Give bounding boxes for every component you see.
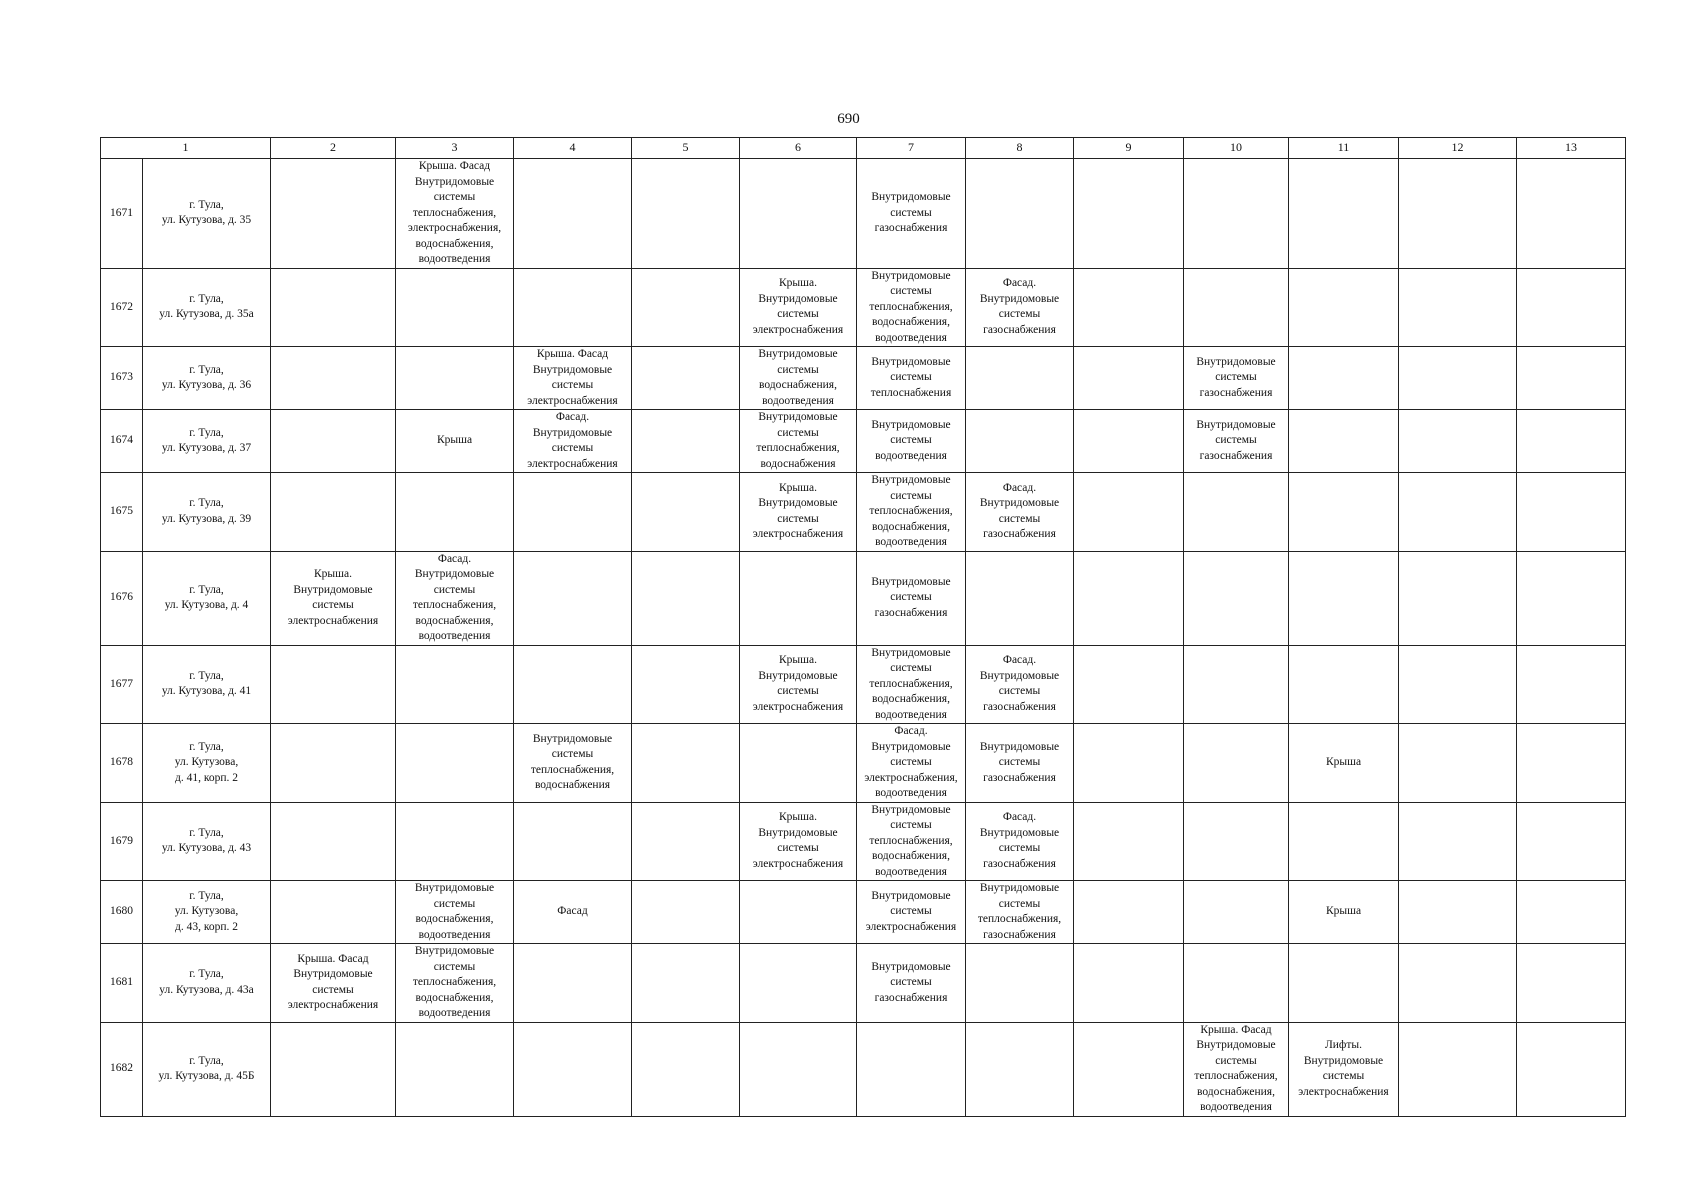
work-cell	[271, 1022, 396, 1116]
work-cell	[740, 881, 857, 944]
address-text: г. Тула, ул. Кутузова, д. 43	[161, 826, 252, 855]
table-row	[101, 724, 1626, 803]
work-cell	[857, 159, 966, 269]
work-cell	[857, 944, 966, 1023]
work-cell	[966, 881, 1074, 944]
work-text: Внутридомовые системы газоснабжения	[871, 960, 951, 1004]
address-text: г. Тула, ул. Кутузова, д. 36	[161, 363, 252, 391]
work-text: Крыша	[436, 434, 473, 447]
table-row	[101, 347, 1626, 410]
work-text: Внутридомовые системы теплоснабжения, водоснабжения, водоотведения	[869, 646, 953, 721]
work-cell	[857, 881, 966, 944]
work-text: Фасад	[557, 905, 588, 918]
work-cell	[1074, 347, 1184, 410]
table-row	[101, 802, 1626, 881]
address-cell	[143, 645, 271, 724]
address-cell	[143, 410, 271, 473]
work-text: Фасад. Внутридомовые системы электроснабжения, водоотведения	[864, 725, 958, 799]
work-cell	[1289, 551, 1399, 645]
work-cell	[966, 645, 1074, 724]
work-cell	[271, 881, 396, 944]
work-cell	[1517, 944, 1626, 1023]
work-cell	[857, 347, 966, 410]
work-text: Фасад. Внутридомовые системы газоснабжения	[979, 481, 1060, 541]
row-number: 1679	[101, 802, 143, 881]
work-cell	[396, 268, 514, 347]
work-cell	[1074, 1022, 1184, 1116]
work-text: Внутридомовые системы газоснабжения	[871, 575, 951, 619]
work-text: Крыша. Внутридомовые системы электроснабжения	[752, 654, 844, 713]
work-cell	[271, 473, 396, 552]
work-cell	[1184, 881, 1289, 944]
work-cell	[271, 159, 396, 269]
work-cell	[632, 551, 740, 645]
work-cell	[1289, 1022, 1399, 1116]
work-cell	[396, 645, 514, 724]
work-cell	[1074, 268, 1184, 347]
work-cell	[966, 724, 1074, 803]
work-cell	[396, 410, 514, 473]
work-cell	[1399, 1022, 1517, 1116]
work-cell	[271, 645, 396, 724]
row-number: 1675	[101, 473, 143, 552]
work-cell	[1184, 802, 1289, 881]
work-cell	[1517, 1022, 1626, 1116]
table-row	[101, 268, 1626, 347]
table-row	[101, 645, 1626, 724]
work-cell	[857, 551, 966, 645]
column-header: 1	[101, 138, 271, 159]
work-cell	[1074, 802, 1184, 881]
work-cell	[966, 944, 1074, 1023]
address-cell	[143, 159, 271, 269]
column-header: 5	[632, 138, 740, 159]
work-cell	[1517, 159, 1626, 269]
work-cell	[966, 802, 1074, 881]
work-cell	[514, 268, 632, 347]
work-cell	[632, 268, 740, 347]
work-text: Лифты. Внутридомовые системы электроснабжения	[1298, 1039, 1389, 1098]
work-text: Крыша. Внутридомовые системы электроснабжения	[752, 277, 844, 336]
work-cell	[1517, 410, 1626, 473]
work-cell	[740, 944, 857, 1023]
work-text: Крыша	[1325, 905, 1362, 918]
work-cell	[396, 802, 514, 881]
work-cell	[1399, 347, 1517, 410]
row-number: 1682	[101, 1022, 143, 1116]
work-cell	[271, 551, 396, 645]
column-header: 12	[1399, 138, 1517, 159]
column-number-row	[101, 138, 1626, 159]
work-text: Крыша. Фасад Внутридомовые системы электроснабжения	[287, 952, 379, 1012]
work-cell	[740, 347, 857, 410]
work-cell	[1074, 645, 1184, 724]
address-cell	[143, 473, 271, 552]
work-cell	[1517, 551, 1626, 645]
work-cell	[857, 645, 966, 724]
work-cell	[1517, 881, 1626, 944]
column-header: 9	[1074, 138, 1184, 159]
work-text: Крыша	[1325, 756, 1362, 768]
work-cell	[632, 410, 740, 473]
column-header: 10	[1184, 138, 1289, 159]
work-cell	[740, 473, 857, 552]
address-cell	[143, 268, 271, 347]
work-cell	[1399, 473, 1517, 552]
work-text: Крыша. Фасад Внутридомовые системы теплоснабжения, электроснабжения, водоснабжения, водоотведения	[407, 160, 502, 265]
work-cell	[1399, 410, 1517, 473]
table-row	[101, 159, 1626, 269]
column-header: 2	[271, 138, 396, 159]
work-cell	[1074, 944, 1184, 1023]
address-text: г. Тула, ул. Кутузова, д. 43, корп. 2	[174, 889, 239, 933]
work-text: Внутридомовые системы теплоснабжения	[870, 355, 952, 399]
work-cell	[1184, 551, 1289, 645]
row-number: 1674	[101, 410, 143, 473]
address-text: г. Тула, ул. Кутузова, д. 35а	[159, 292, 254, 321]
address-cell	[143, 347, 271, 410]
work-text: Фасад. Внутридомовые системы газоснабжения	[979, 654, 1060, 713]
work-cell	[1517, 724, 1626, 803]
work-cell	[632, 944, 740, 1023]
work-text: Внутридомовые системы теплоснабжения, газоснабжения	[977, 882, 1062, 941]
work-cell	[271, 410, 396, 473]
work-cell	[271, 724, 396, 803]
work-cell	[396, 724, 514, 803]
work-cell	[966, 159, 1074, 269]
table-row	[101, 944, 1626, 1023]
work-cell	[1289, 473, 1399, 552]
address-text: г. Тула, ул. Кутузова, д. 39	[161, 497, 252, 525]
work-cell	[1399, 159, 1517, 269]
work-cell	[1074, 551, 1184, 645]
work-cell	[514, 410, 632, 473]
work-cell	[1074, 473, 1184, 552]
work-cell	[740, 645, 857, 724]
work-cell	[1399, 645, 1517, 724]
work-cell	[1399, 944, 1517, 1023]
address-text: г. Тула, ул. Кутузова, д. 37	[161, 426, 252, 454]
work-text: Внутридомовые системы теплоснабжения, водоснабжения, водоотведения	[869, 474, 953, 548]
work-cell	[1399, 551, 1517, 645]
row-number: 1680	[101, 881, 143, 944]
row-number: 1672	[101, 268, 143, 347]
work-cell	[1074, 724, 1184, 803]
work-cell	[966, 551, 1074, 645]
work-cell	[1074, 881, 1184, 944]
work-cell	[857, 473, 966, 552]
work-cell	[632, 473, 740, 552]
work-cell	[1517, 347, 1626, 410]
work-cell	[1184, 347, 1289, 410]
work-text: Внутридомовые системы водоснабжения, водоотведения	[414, 882, 495, 941]
work-cell	[632, 724, 740, 803]
work-cell	[1289, 347, 1399, 410]
work-cell	[1289, 268, 1399, 347]
work-cell	[1289, 410, 1399, 473]
work-cell	[1184, 724, 1289, 803]
address-cell	[143, 802, 271, 881]
work-cell	[1517, 473, 1626, 552]
work-cell	[740, 410, 857, 473]
column-header: 8	[966, 138, 1074, 159]
work-cell	[1289, 881, 1399, 944]
work-cell	[857, 268, 966, 347]
work-cell	[1184, 1022, 1289, 1116]
address-text: г. Тула, ул. Кутузова, д. 43а	[159, 968, 254, 996]
work-text: Внутридомовые системы газоснабжения	[871, 191, 951, 234]
work-cell	[396, 881, 514, 944]
column-header: 4	[514, 138, 632, 159]
work-text: Фасад. Внутридомовые системы теплоснабжения, водоснабжения, водоотведения	[412, 552, 497, 642]
work-cell	[740, 1022, 857, 1116]
work-cell	[514, 159, 632, 269]
column-header: 6	[740, 138, 857, 159]
work-cell	[514, 802, 632, 881]
work-cell	[1289, 944, 1399, 1023]
address-cell	[143, 1022, 271, 1116]
address-cell	[143, 551, 271, 645]
work-text: Фасад. Внутридомовые системы электроснабжения	[527, 411, 618, 470]
work-text: Внутридомовые системы теплоснабжения, водоснабжения, водоотведения	[869, 269, 953, 344]
repair-schedule-table	[100, 137, 1626, 1117]
work-cell	[1184, 473, 1289, 552]
work-cell	[514, 1022, 632, 1116]
work-cell	[271, 268, 396, 347]
work-text: Крыша. Внутридомовые системы электроснабжения	[752, 811, 844, 870]
work-cell	[396, 551, 514, 645]
work-cell	[1517, 268, 1626, 347]
work-cell	[1184, 944, 1289, 1023]
address-text: г. Тула, ул. Кутузова, д. 41	[161, 669, 252, 698]
address-text: г. Тула, ул. Кутузова, д. 45Б	[158, 1054, 255, 1082]
work-cell	[632, 1022, 740, 1116]
work-cell	[632, 347, 740, 410]
work-cell	[1289, 645, 1399, 724]
row-number: 1671	[101, 159, 143, 269]
address-text: г. Тула, ул. Кутузова, д. 4	[164, 583, 249, 611]
work-cell	[740, 551, 857, 645]
table-row	[101, 410, 1626, 473]
address-cell	[143, 881, 271, 944]
work-cell	[1184, 645, 1289, 724]
work-cell	[271, 944, 396, 1023]
work-cell	[740, 268, 857, 347]
work-cell	[1289, 159, 1399, 269]
table-row	[101, 473, 1626, 552]
work-text: Внутридомовые системы газоснабжения	[1196, 418, 1276, 462]
row-number: 1676	[101, 551, 143, 645]
row-number: 1677	[101, 645, 143, 724]
work-text: Внутридомовые системы теплоснабжения, водоснабжения, водоотведения	[412, 945, 497, 1019]
work-cell	[1184, 268, 1289, 347]
work-cell	[1517, 645, 1626, 724]
work-cell	[271, 802, 396, 881]
row-number: 1673	[101, 347, 143, 410]
work-cell	[514, 347, 632, 410]
work-cell	[514, 473, 632, 552]
work-cell	[271, 347, 396, 410]
work-cell	[966, 473, 1074, 552]
work-text: Фасад. Внутридомовые системы газоснабжения	[979, 277, 1060, 336]
work-text: Внутридомовые системы водоотведения	[871, 418, 951, 462]
work-cell	[396, 159, 514, 269]
address-cell	[143, 944, 271, 1023]
work-cell	[1399, 881, 1517, 944]
table-row	[101, 551, 1626, 645]
work-cell	[857, 802, 966, 881]
work-cell	[966, 347, 1074, 410]
work-text: Крыша. Фасад Внутридомовые системы теплоснабжения, водоснабжения, водоотведения	[1194, 1023, 1278, 1113]
table-row	[101, 1022, 1626, 1116]
work-cell	[1517, 802, 1626, 881]
work-text: Крыша. Внутридомовые системы электроснабжения	[752, 481, 844, 541]
work-text: Фасад. Внутридомовые системы газоснабжения	[979, 811, 1060, 870]
page-number: 690	[837, 111, 860, 127]
work-cell	[1399, 724, 1517, 803]
work-text: Внутридомовые системы теплоснабжения, водоснабжения	[756, 411, 840, 470]
work-text: Внутридомовые системы теплоснабжения, водоснабжения, водоотведения	[869, 803, 953, 878]
work-cell	[966, 1022, 1074, 1116]
column-header: 13	[1517, 138, 1626, 159]
work-cell	[740, 724, 857, 803]
work-cell	[632, 645, 740, 724]
work-cell	[632, 881, 740, 944]
work-cell	[514, 551, 632, 645]
work-cell	[1289, 802, 1399, 881]
work-cell	[1289, 724, 1399, 803]
column-header: 11	[1289, 138, 1399, 159]
work-cell	[396, 944, 514, 1023]
work-cell	[857, 724, 966, 803]
work-cell	[740, 802, 857, 881]
work-cell	[514, 645, 632, 724]
column-header: 3	[396, 138, 514, 159]
work-cell	[1074, 410, 1184, 473]
address-text: г. Тула, ул. Кутузова, д. 35	[161, 198, 252, 227]
work-text: Внутридомовые системы газоснабжения	[979, 740, 1060, 784]
table-row	[101, 881, 1626, 944]
work-text: Внутридомовые системы водоснабжения, водоотведения	[758, 348, 838, 407]
work-cell	[396, 347, 514, 410]
work-text: Крыша. Внутридомовые системы электроснабжения	[287, 568, 379, 627]
work-cell	[396, 1022, 514, 1116]
row-number: 1681	[101, 944, 143, 1023]
work-text: Внутридомовые системы электроснабжения	[865, 889, 957, 933]
work-cell	[514, 944, 632, 1023]
work-cell	[966, 410, 1074, 473]
work-cell	[1074, 159, 1184, 269]
work-cell	[514, 724, 632, 803]
column-header: 7	[857, 138, 966, 159]
work-cell	[857, 1022, 966, 1116]
work-text: Внутридомовые системы теплоснабжения, водоснабжения	[530, 732, 615, 792]
work-cell	[740, 159, 857, 269]
row-number: 1678	[101, 724, 143, 803]
work-cell	[1184, 410, 1289, 473]
work-cell	[396, 473, 514, 552]
work-cell	[857, 410, 966, 473]
work-cell	[1399, 268, 1517, 347]
work-cell	[632, 159, 740, 269]
address-cell	[143, 724, 271, 803]
work-cell	[966, 268, 1074, 347]
work-cell	[1399, 802, 1517, 881]
work-cell	[632, 802, 740, 881]
address-text: г. Тула, ул. Кутузова, д. 41, корп. 2	[174, 740, 239, 784]
work-cell	[514, 881, 632, 944]
table-body	[101, 159, 1626, 1117]
work-text: Крыша. Фасад Внутридомовые системы электроснабжения	[527, 348, 618, 407]
work-text: Внутридомовые системы газоснабжения	[1196, 355, 1276, 399]
work-cell	[1184, 159, 1289, 269]
